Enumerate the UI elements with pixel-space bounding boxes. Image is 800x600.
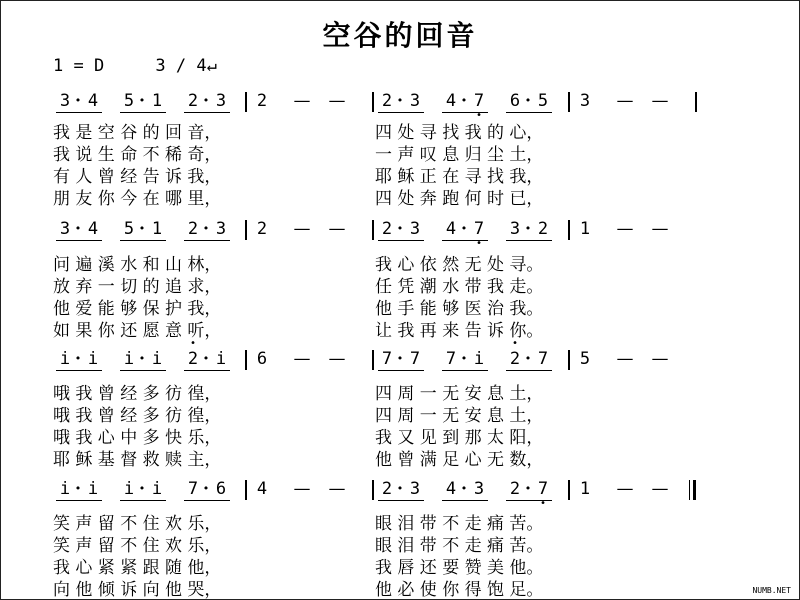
note: 4: [87, 91, 99, 111]
note: 3: [579, 91, 591, 111]
note: • 2: [506, 349, 524, 369]
lyric-line: 问 遍 溪 水 和 山 林，: [53, 255, 222, 275]
tie-dot: •: [74, 94, 82, 107]
tie-dot: •: [460, 94, 468, 107]
measure-4: [576, 219, 691, 239]
note: 4: [445, 479, 457, 499]
measure-1: [51, 91, 241, 111]
note: i: [59, 479, 71, 499]
beam: [56, 112, 102, 113]
measure-2: [253, 91, 353, 111]
tie-dot: •: [138, 222, 146, 235]
measure-2: [253, 349, 353, 369]
note: 3: [215, 219, 227, 239]
note: 1: [579, 219, 591, 239]
note: 1: [151, 91, 163, 111]
measure-1: [51, 219, 241, 239]
note: 4: [87, 219, 99, 239]
lyric-line: 让 我 再 来 告 诉 你。: [375, 321, 544, 341]
bar-line: [568, 220, 570, 240]
beam: [120, 240, 166, 241]
note: 5: [123, 91, 135, 111]
note: i: [87, 479, 99, 499]
tie-dot: •: [202, 352, 210, 365]
system-4: [1, 479, 799, 600]
beam: [442, 112, 488, 113]
note: 3: [409, 91, 421, 111]
note: 2: [537, 219, 549, 239]
note: i: [123, 349, 135, 369]
tie-dot: •: [460, 482, 468, 495]
note: 7: [187, 479, 199, 499]
note: i: [123, 479, 135, 499]
note: 5: [537, 91, 549, 111]
lyric-line: 如 果 你 还 愿 意 听，: [53, 321, 222, 341]
lyric-line: 眼 泪 带 不 走 痛 苦。: [375, 536, 544, 556]
dash: —: [328, 91, 346, 111]
note: 5: [123, 219, 135, 239]
tie-dot: •: [396, 222, 404, 235]
song-title: 空谷的回音: [322, 19, 478, 52]
measure-1: [51, 479, 241, 499]
note: 6: [215, 479, 227, 499]
dash: —: [616, 219, 634, 239]
note: 7 •: [534, 479, 552, 499]
final-bar-thick: [693, 480, 696, 500]
system-3: [1, 349, 799, 481]
note: 3: [473, 479, 485, 499]
note: 2: [381, 219, 393, 239]
beam: [120, 112, 166, 113]
lyric-line: 我 是 空 谷 的 回 音，: [53, 123, 222, 143]
note: 7 •: [470, 219, 488, 239]
beam: [184, 370, 230, 371]
dash: —: [328, 349, 346, 369]
lyric-line: 他 爱 能 够 保 护 我，: [53, 299, 222, 319]
tie-dot: •: [74, 352, 82, 365]
tie-dot: •: [396, 482, 404, 495]
tie-dot: •: [74, 482, 82, 495]
note: 7: [445, 349, 457, 369]
lyric-line: 笑 声 留 不 住 欢 乐，: [53, 536, 222, 556]
note: 5: [579, 349, 591, 369]
bar-line: [372, 92, 374, 112]
measure-3: [375, 479, 565, 499]
note: 1: [579, 479, 591, 499]
dash: —: [616, 91, 634, 111]
note: i: [87, 349, 99, 369]
dash: —: [328, 219, 346, 239]
note: 3: [509, 219, 521, 239]
system-1: [1, 91, 799, 223]
lyric-line: 朋 友 你 今 在 哪 里，: [53, 189, 222, 209]
note: 2: [187, 91, 199, 111]
lyric-line: 任 凭 潮 水 带 我 走。: [375, 277, 544, 297]
bar-line: [568, 92, 570, 112]
dash: —: [328, 479, 346, 499]
lyric-line: 他 必 使 你 得 饱 足。: [375, 580, 544, 600]
key-time-signature: [53, 56, 217, 76]
time-signature: 3 / 4: [155, 56, 207, 76]
note: 2: [381, 91, 393, 111]
dash: —: [651, 219, 669, 239]
lyric-line: 放 弃 一 切 的 追 求，: [53, 277, 222, 297]
final-bar-thin: [689, 480, 690, 500]
tie-dot: •: [138, 482, 146, 495]
note: 7: [537, 349, 549, 369]
tie-dot: •: [202, 94, 210, 107]
measure-3: [375, 91, 565, 111]
note: 2: [256, 219, 268, 239]
lyric-line: 四 处 奔 跑 何 时 已，: [375, 189, 544, 209]
note: 3: [409, 479, 421, 499]
note: i: [215, 349, 227, 369]
beam: [120, 500, 166, 501]
beam: [378, 370, 424, 371]
measure-3: [375, 219, 565, 239]
bar-line: [695, 92, 697, 112]
lyric-line: 四 处 寻 找 我 的 心，: [375, 123, 544, 143]
lyric-line: 我 心 紧 紧 跟 随 他，: [53, 558, 222, 578]
note: 4: [256, 479, 268, 499]
note: 7 •: [470, 91, 488, 111]
measure-4: [576, 91, 691, 111]
lyric-line: 一 声 叹 息 归 尘 土，: [375, 145, 544, 165]
tie-dot: •: [396, 94, 404, 107]
measure-2: [253, 479, 353, 499]
beam: [506, 370, 552, 371]
beam: [184, 112, 230, 113]
note: 4: [445, 219, 457, 239]
dash: —: [651, 349, 669, 369]
note: 7: [409, 349, 421, 369]
beam: [378, 500, 424, 501]
bar-line: [568, 350, 570, 370]
note: 3: [215, 91, 227, 111]
lyric-line: 我 又 见 到 那 太 阳，: [375, 428, 544, 448]
bar-line: [245, 350, 247, 370]
watermark: NUMB.NET: [752, 586, 791, 595]
bar-line: [372, 350, 374, 370]
note: i: [473, 349, 485, 369]
tie-dot: •: [460, 352, 468, 365]
note: i: [151, 479, 163, 499]
tie-dot: •: [460, 222, 468, 235]
tie-dot: •: [524, 482, 532, 495]
tie-dot: •: [396, 352, 404, 365]
beam: [120, 370, 166, 371]
lyric-line: 哦 我 曾 经 多 彷 徨，: [53, 384, 222, 404]
tie-dot: •: [202, 222, 210, 235]
lyric-line: 哦 我 曾 经 多 彷 徨，: [53, 406, 222, 426]
note: 7: [381, 349, 393, 369]
lyric-line: 四 周 一 无 安 息 土，: [375, 384, 544, 404]
beam: [184, 240, 230, 241]
tie-dot: •: [202, 482, 210, 495]
note: 3: [59, 219, 71, 239]
note: i: [151, 349, 163, 369]
lyric-line: 我 心 依 然 无 处 寻。: [375, 255, 544, 275]
dash: —: [293, 219, 311, 239]
bar-line: [245, 92, 247, 112]
dash: —: [293, 479, 311, 499]
note: i: [59, 349, 71, 369]
beam: [378, 240, 424, 241]
note: 6: [256, 349, 268, 369]
note: 2: [187, 219, 199, 239]
note: 4: [445, 91, 457, 111]
dash: —: [293, 91, 311, 111]
lyric-line: 哦 我 心 中 多 快 乐，: [53, 428, 222, 448]
note: • 2: [184, 349, 202, 369]
tie-dot: •: [524, 222, 532, 235]
tie-dot: •: [74, 222, 82, 235]
beam: [56, 370, 102, 371]
measure-1: [51, 349, 241, 369]
note: 3: [409, 219, 421, 239]
dash: —: [293, 349, 311, 369]
lyric-line: 有 人 曾 经 告 诉 我，: [53, 167, 222, 187]
measure-4: [576, 349, 691, 369]
dash: —: [616, 479, 634, 499]
lyric-line: 耶 稣 基 督 救 赎 主，: [53, 450, 222, 470]
lyric-line: 我 说 生 命 不 稀 奇，: [53, 145, 222, 165]
note: 2: [256, 91, 268, 111]
lyric-line: 耶 稣 正 在 寻 找 我，: [375, 167, 544, 187]
lyric-line: 向 他 倾 诉 向 他 哭，: [53, 580, 222, 600]
return-mark: ↵: [206, 56, 217, 76]
measure-2: [253, 219, 353, 239]
bar-line: [568, 480, 570, 500]
beam: [506, 240, 552, 241]
measure-3: [375, 349, 565, 369]
tie-dot: •: [138, 94, 146, 107]
beam: [506, 500, 552, 501]
beam: [442, 500, 488, 501]
bar-line: [372, 220, 374, 240]
tie-dot: •: [524, 94, 532, 107]
note: 2: [509, 479, 521, 499]
note: 2: [381, 479, 393, 499]
note: 3: [59, 91, 71, 111]
lyric-line: 我 唇 还 要 赞 美 他。: [375, 558, 544, 578]
lyric-line: 笑 声 留 不 住 欢 乐，: [53, 514, 222, 534]
dash: —: [616, 349, 634, 369]
note: 1: [151, 219, 163, 239]
lyric-line: 他 曾 满 足 心 无 数，: [375, 450, 544, 470]
bar-line: [245, 480, 247, 500]
bar-line: [245, 220, 247, 240]
beam: [442, 240, 488, 241]
dash: —: [651, 479, 669, 499]
beam: [378, 112, 424, 113]
beam: [442, 370, 488, 371]
tie-dot: •: [138, 352, 146, 365]
note: 6: [509, 91, 521, 111]
dash: —: [651, 91, 669, 111]
key-signature: 1 = D: [53, 56, 105, 76]
measure-4: [576, 479, 691, 499]
system-2: [1, 219, 799, 351]
lyric-line: 眼 泪 带 不 走 痛 苦。: [375, 514, 544, 534]
lyric-line: 他 手 能 够 医 治 我。: [375, 299, 544, 319]
beam: [56, 500, 102, 501]
tie-dot: •: [524, 352, 532, 365]
lyric-line: 四 周 一 无 安 息 土，: [375, 406, 544, 426]
bar-line: [372, 480, 374, 500]
beam: [56, 240, 102, 241]
beam: [184, 500, 230, 501]
beam: [506, 112, 552, 113]
